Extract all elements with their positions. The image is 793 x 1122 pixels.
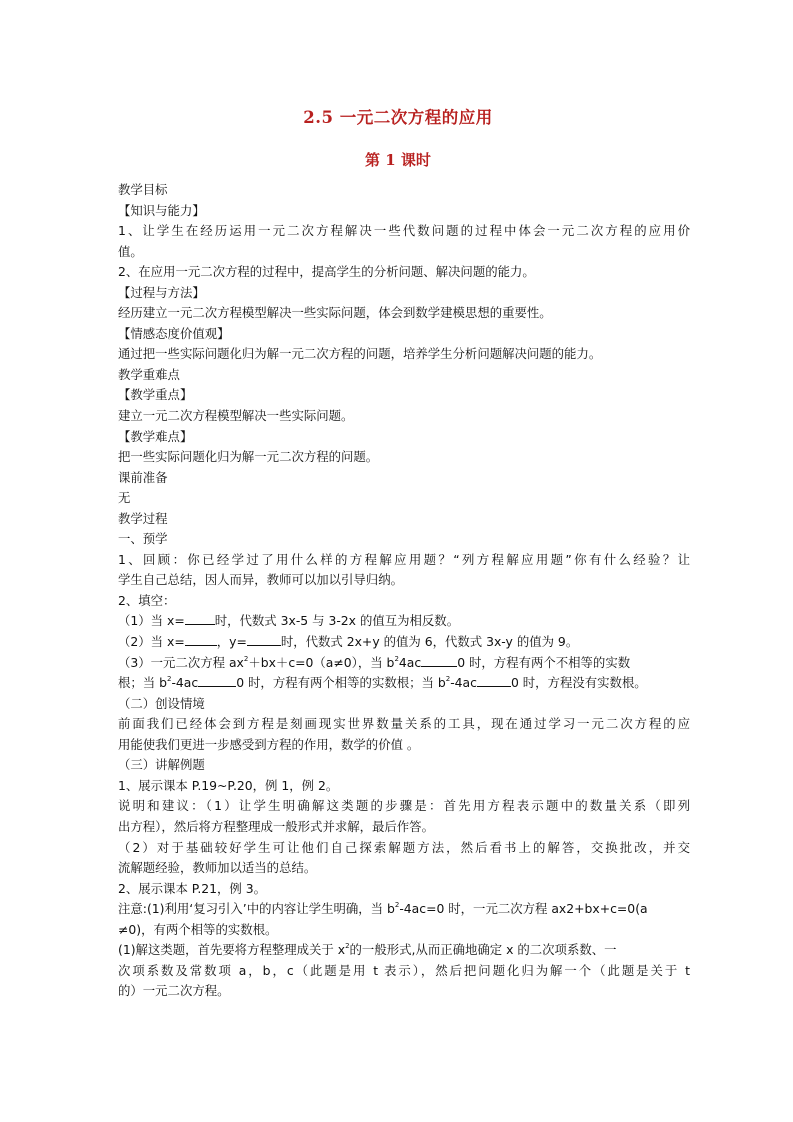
- note-line: 次项系数及常数项 a，b，c（此题是用 t 表示），然后把问题化归为解一个（此题是关于 t: [118, 962, 690, 978]
- paragraph-line: 通过把一些实际问题化归为解一元二次方程的问题，培养学生分析问题解决问题的能力。: [118, 346, 602, 362]
- paragraph-line: 经历建立一元二次方程模型解决一些实际问题，体会到数学建模思想的重要性。: [118, 305, 552, 321]
- subsection-heading: 【过程与方法】: [118, 284, 205, 300]
- subsection-heading: 【情感态度价值观】: [118, 325, 230, 341]
- paragraph-line: 学生自己总结，因人而异，教师可以加以引导归纳。: [118, 572, 403, 588]
- document-body: [118, 180, 690, 1002]
- subsection-heading: 一、预学: [118, 531, 168, 547]
- paragraph-line: 值。: [118, 243, 143, 259]
- note-line: (1)解这类题，首先要将方程整理成关于 $x^2$的一般形式,从而正确地确定 x 的二次项系数、一: [118, 942, 617, 958]
- subsection-heading: （三）讲解例题: [118, 757, 205, 773]
- answer-blank: [421, 654, 457, 667]
- section-heading: 教学重难点: [118, 366, 180, 382]
- paragraph-line: 出方程），然后将方程整理成一般形式并求解，最后作答。: [118, 818, 434, 834]
- paragraph-line: 前面我们已经体会到方程是刻画现实世界数量关系的工具，现在通过学习一元二次方程的应: [118, 716, 690, 732]
- paragraph-line: 把一些实际问题化归为解一元二次方程的问题。: [118, 449, 379, 465]
- paragraph-line: 2、在应用一元二次方程的过程中，提高学生的分析问题、解决问题的能力。: [118, 264, 535, 280]
- fill-in-question-3-cont: 根；当 $b^2-4ac$ 0 时，方程有两个相等的实数根；当 $b^2-4ac$ 0 时，方程没有实数根。: [118, 675, 647, 691]
- note-line: 注意:(1)利用‘复习引入’中的内容让学生明确，当 $b^2-4ac=0$ 时，一元二次方程 ax2+bx+c=0(a: [118, 901, 648, 917]
- section-heading: 教学目标: [118, 182, 168, 197]
- answer-blank: [247, 633, 281, 646]
- paragraph-line: 2、填空：: [118, 592, 176, 608]
- subsection-heading: 【知识与能力】: [118, 202, 205, 218]
- paragraph-line: 1、回顾：你已经学过了用什么样的方程解应用题？“列方程解应用题”你有什么经验？让: [118, 551, 690, 567]
- subsection-heading: 【教学难点】: [118, 428, 193, 444]
- document-title: 2.5 一元二次方程的应用: [303, 108, 493, 127]
- paragraph-line: 1、展示课本 P.19~P.20，例 1，例 2。: [118, 777, 339, 793]
- section-heading: 课前准备: [118, 469, 168, 485]
- paragraph-line: 说明和建议：（1）让学生明确解这类题的步骤是：首先用方程表示题中的数量关系（即列: [118, 798, 690, 814]
- answer-blank: [477, 674, 511, 687]
- fill-in-question-2: （2）当 x= ，y= 时，代数式 2x+y 的值为 6，代数式 3x-y 的值为 9。: [118, 634, 579, 650]
- section-heading: 教学过程: [118, 510, 168, 526]
- paragraph-line: 2、展示课本 P.21，例 3。: [118, 880, 267, 896]
- subsection-heading: （二）创设情境: [118, 695, 205, 711]
- note-line: ≠0)，有两个相等的实数根。: [118, 921, 278, 937]
- answer-blank: [198, 674, 236, 687]
- note-line: 的）一元二次方程。: [118, 983, 230, 999]
- paragraph-line: 建立一元二次方程模型解决一些实际问题。: [118, 408, 354, 424]
- paragraph-line: 流解题经验，教师加以适当的总结。: [118, 860, 317, 876]
- paragraph-line: 1、让学生在经历运用一元二次方程解决一些代数问题的过程中体会一元二次方程的应用价: [118, 223, 690, 239]
- answer-blank: [185, 612, 215, 625]
- paragraph-line: 无: [118, 490, 131, 506]
- subsection-heading: 【教学重点】: [118, 387, 193, 403]
- fill-in-question-1: （1）当 x= 时，代数式 3x-5 与 3-2x 的值互为相反数。: [118, 613, 460, 629]
- paragraph-line: 用能使我们更进一步感受到方程的作用，数学的价值 。: [118, 736, 420, 752]
- fill-in-question-3: （3）一元二次方程 $ax^2+bx+c=0(a\ne 0)$，当 $b^24ac$ 0 时，方程有两个不相等的实数: [118, 654, 631, 670]
- answer-blank: [185, 633, 217, 646]
- lesson-subtitle: 第 1 课时: [365, 151, 431, 169]
- paragraph-line: （2）对于基础较好学生可让他们自己探索解题方法，然后看书上的解答，交换批改，并交: [118, 839, 690, 855]
